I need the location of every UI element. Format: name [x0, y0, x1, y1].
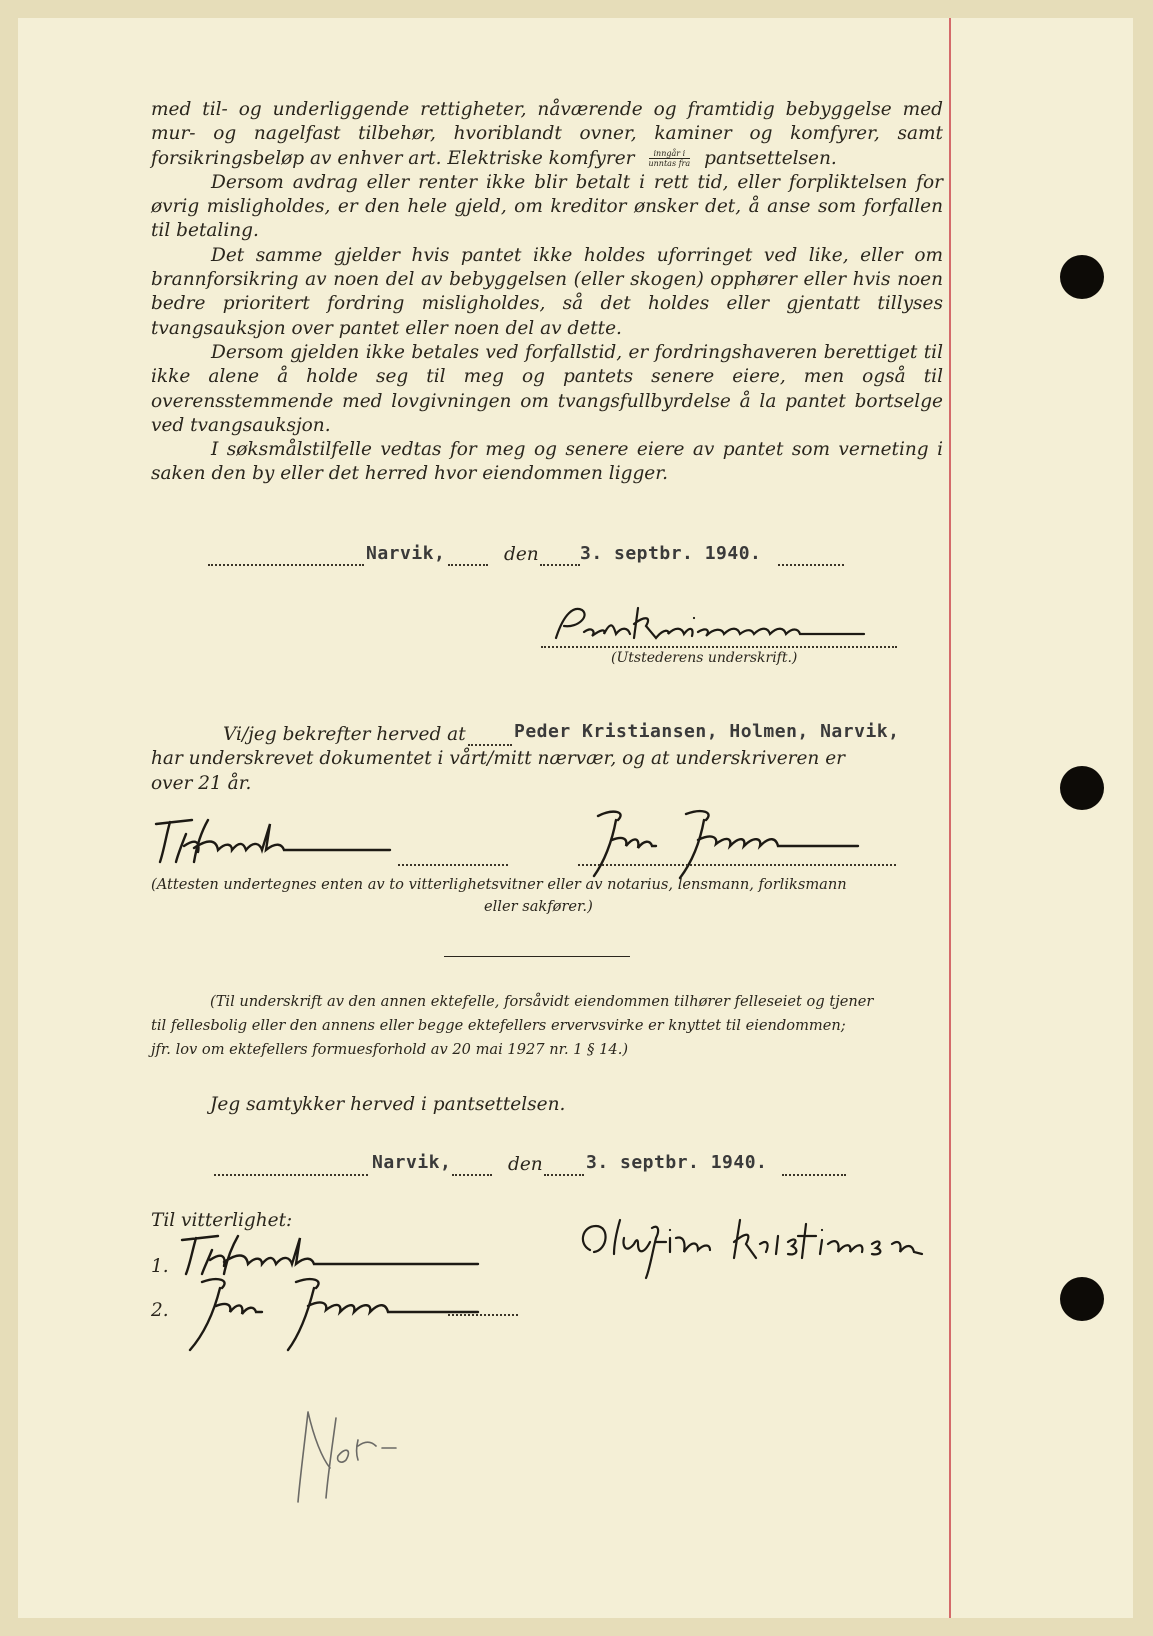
paragraph-1: med til- og underliggende rettigheter, nåværende og framtidig bebyggelse med mur- og nagelfast tilbehør, hvoriblandt ovner, kaminer og komfyrer, samt forsikringsbeløp av enhver art. Elektriske komfyrer $\frac{\text{inngår i}}{\text{unntas fra}}$ pantsettelsen.	[151, 99, 943, 169]
attestation-dots	[468, 744, 512, 746]
paragraph-5: I søksmålstilfelle vedtas for meg og senere eiere av pantet som verneting i saken den by eller det herred hvor eiendommen ligger.	[151, 439, 943, 485]
section-divider	[444, 956, 630, 957]
witness-label: Til vitterlighet:	[151, 1210, 293, 1231]
date-line-1-dots-a	[208, 564, 364, 566]
binder-hole-2	[1060, 766, 1104, 810]
date-line-1-place: Narvik,	[366, 543, 446, 564]
date-line-1-dots-d	[778, 564, 844, 566]
attestation-note-2: eller sakfører.)	[484, 898, 593, 915]
issuer-signature-dots	[541, 646, 897, 648]
pencil-initials	[286, 1398, 426, 1508]
binder-hole-1	[1060, 255, 1104, 299]
document-page	[18, 18, 1133, 1618]
mortgage-terms	[151, 98, 943, 487]
spouse-note-line-1: (Til underskrift av den annen ektefelle, forsåvidt eiendommen tilhører felleseiet og tjener	[210, 993, 874, 1010]
witness-2-dots	[578, 864, 896, 866]
paragraph-3: Det samme gjelder hvis pantet ikke holdes uforringet ved like, eller om brannforsikring av noen del av bebyggelsen (eller skogen) opphører eller hvis noen bedre prioritert fordring misligholdes, så det holdes eller gjentatt tillyses tvangsauksjon over pantet eller noen del av dette.	[151, 244, 943, 339]
binder-hole-3	[1060, 1277, 1104, 1321]
witness-signature-2	[568, 802, 868, 882]
spouse-note-line-2: til fellesbolig eller den annens eller begge ektefellers ervervsvirke er knyttet til eiendommen;	[151, 1017, 846, 1034]
witness-number-2: 2.	[151, 1300, 169, 1321]
date-line-2-dots-a	[214, 1174, 368, 1176]
consent-statement: Jeg samtykker herved i pantsettelsen.	[210, 1094, 566, 1115]
margin-rule	[949, 18, 951, 1618]
date-line-2-dots-d	[782, 1174, 846, 1176]
witness-1-dots	[398, 864, 508, 866]
witness-signature-bottom-2	[168, 1274, 488, 1354]
spouse-note-line-3: jfr. lov om ektefellers formuesforhold av 20 mai 1927 nr. 1 § 14.)	[151, 1041, 629, 1058]
spouse-signature	[560, 1214, 950, 1284]
date-line-2-den: den	[508, 1154, 543, 1175]
date-line-2-place: Narvik,	[372, 1152, 452, 1173]
attestation-prefix: Vi/jeg bekrefter herved at	[223, 724, 466, 745]
witness-bottom-2-dots	[448, 1314, 518, 1316]
attestation-line-3: over 21 år.	[151, 773, 252, 794]
attestation-line-2: har underskrevet dokumentet i vårt/mitt nærvær, og at underskriveren er	[151, 748, 846, 769]
date-line-2-dots-b	[452, 1174, 492, 1176]
date-line-2-date: 3. septbr. 1940.	[586, 1152, 768, 1173]
paragraph-4: Dersom gjelden ikke betales ved forfallstid, er fordringshaveren berettiget til ikke alene å holde seg til meg og pantets senere eiere, men også til overensstemmende med lovgivningen om tvangsfullbyrdelse å la pantet bortselge ved tvangsauksjon.	[151, 341, 943, 436]
date-line-1-den: den	[504, 544, 539, 565]
paragraph-2: Dersom avdrag eller renter ikke blir betalt i rett tid, eller forpliktelsen for øvrig misligholdes, er den hele gjeld, om kreditor ønsker det, å anse som forfallen til betaling.	[151, 171, 943, 242]
witness-signature-1	[146, 810, 406, 870]
date-line-1-dots-c	[540, 564, 580, 566]
date-line-2-dots-c	[544, 1174, 584, 1176]
date-line-1-dots-b	[448, 564, 488, 566]
witness-number-1: 1.	[151, 1256, 169, 1277]
attestation-note-1: (Attesten undertegnes enten av to vitterlighetsvitner eller av notarius, lensmann, forliksmann	[151, 876, 847, 893]
issuer-signature	[534, 598, 874, 653]
attestation-typed-name: Peder Kristiansen, Holmen, Narvik,	[514, 721, 900, 742]
date-line-1-date: 3. septbr. 1940.	[580, 543, 762, 564]
fraction-inngar-unntas: $\frac{\text{inngår i}}{\text{unntas fra}}$	[648, 149, 691, 169]
issuer-caption: (Utstederens underskrift.)	[611, 650, 798, 666]
witness-signature-bottom-1	[168, 1230, 488, 1280]
